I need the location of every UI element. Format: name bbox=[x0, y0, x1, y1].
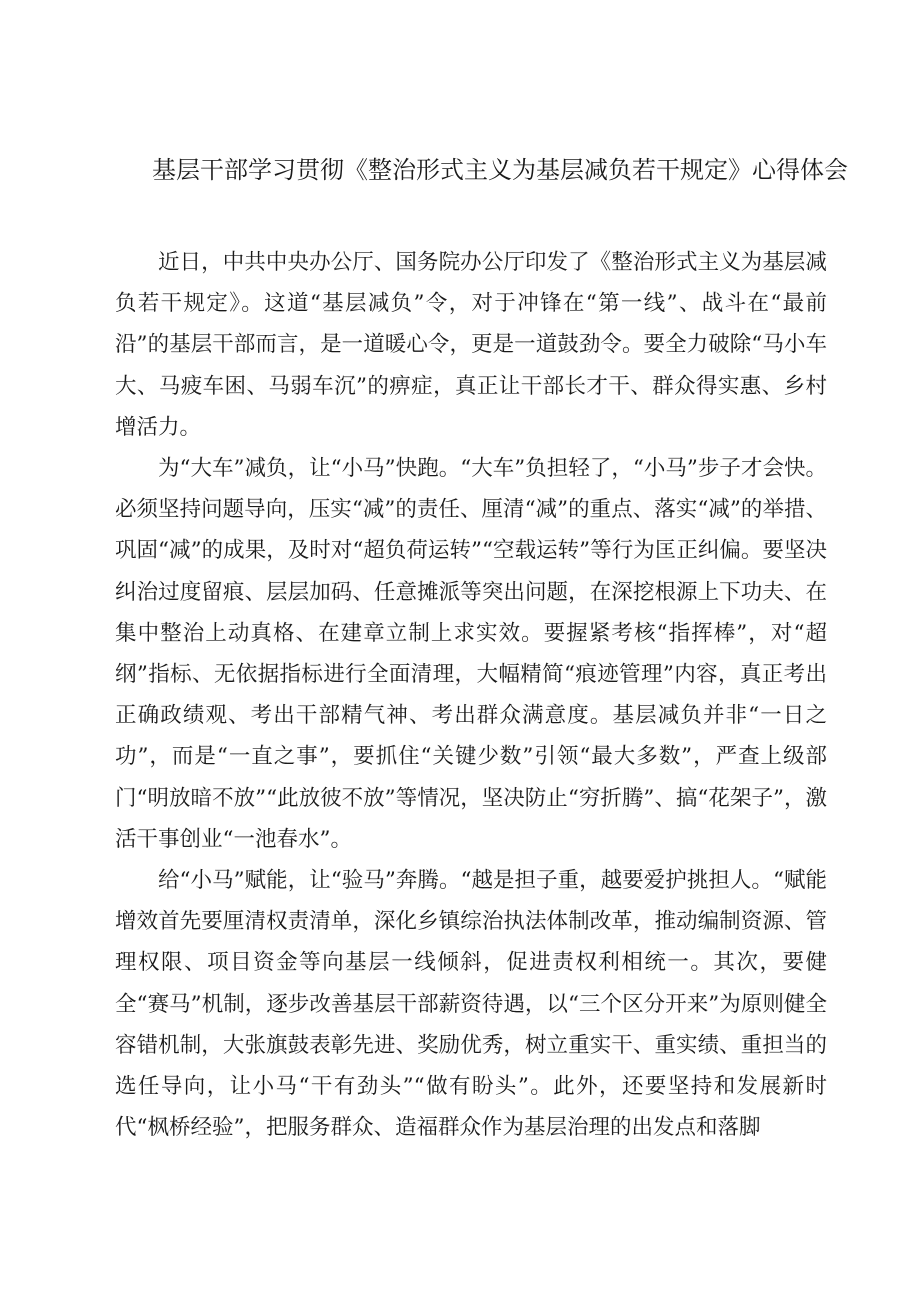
paragraph-3: 给“小马”赋能，让“验马”奔腾。“越是担子重，越要爱护挑担人。“赋能增效首先要厘清权责清单，深化乡镇综治执法体制改革，推动编制资源、管理权限、项目资金等向基层一线倾斜，促进责权利相统一。其次，要健全“赛马”机制，逐步改善基层干部薪资待遇，以“三个区分开来”为原则健全容错机制，大张旗鼓表彰先进、奖励优秀，树立重实干、重实绩、重担当的选任导向，让小马“干有劲头”“做有盼头”。此外，还要坚持和发展新时代“枫桥经验”，把服务群众、造福群众作为基层治理的出发点和落脚 bbox=[115, 868, 827, 1141]
paragraph-1: 近日，中共中央办公厅、国务院办公厅印发了《整治形式主义为基层减负若干规定》。这道“基层减负”令，对于冲锋在“第一线”、战斗在“最前沿”的基层干部而言，是一道暖心令，更是一道鼓劲令。要全力破除“马小车大、马疲车困、马弱车沉”的痹症，真正让干部长才干、群众得实惠、乡村增活力。 bbox=[115, 250, 827, 440]
paragraph-2: 为“大车”减负，让“小马”快跑。“大车”负担轻了，“小马”步子才会快。必须坚持问题导向，压实“减”的责任、厘清“减”的重点、落实“减”的举措、巩固“减”的成果，及时对“超负荷运转”“空载运转”等行为匡正纠偏。要坚决纠治过度留痕、层层加码、任意摊派等突出问题，在深挖根源上下功夫、在集中整治上动真格、在建章立制上求实效。要握紧考核“指挥棒”，对“超纲”指标、无依据指标进行全面清理，大幅精简“痕迹管理”内容，真正考出正确政绩观、考出干部精气神、考出群众满意度。基层减负并非“一日之功”，而是“一直之事”，要抓住“关键少数”引领“最大多数”，严查上级部门“明放暗不放”“此放彼不放”等情况，坚决防止“穷折腾”、搞“花架子”，激活干事创业“一池春水”。 bbox=[115, 456, 827, 852]
document-body bbox=[115, 242, 827, 1148]
document-title: 基层干部学习贯彻《整治形式主义为基层减负若干规定》心得体会 bbox=[152, 156, 848, 184]
